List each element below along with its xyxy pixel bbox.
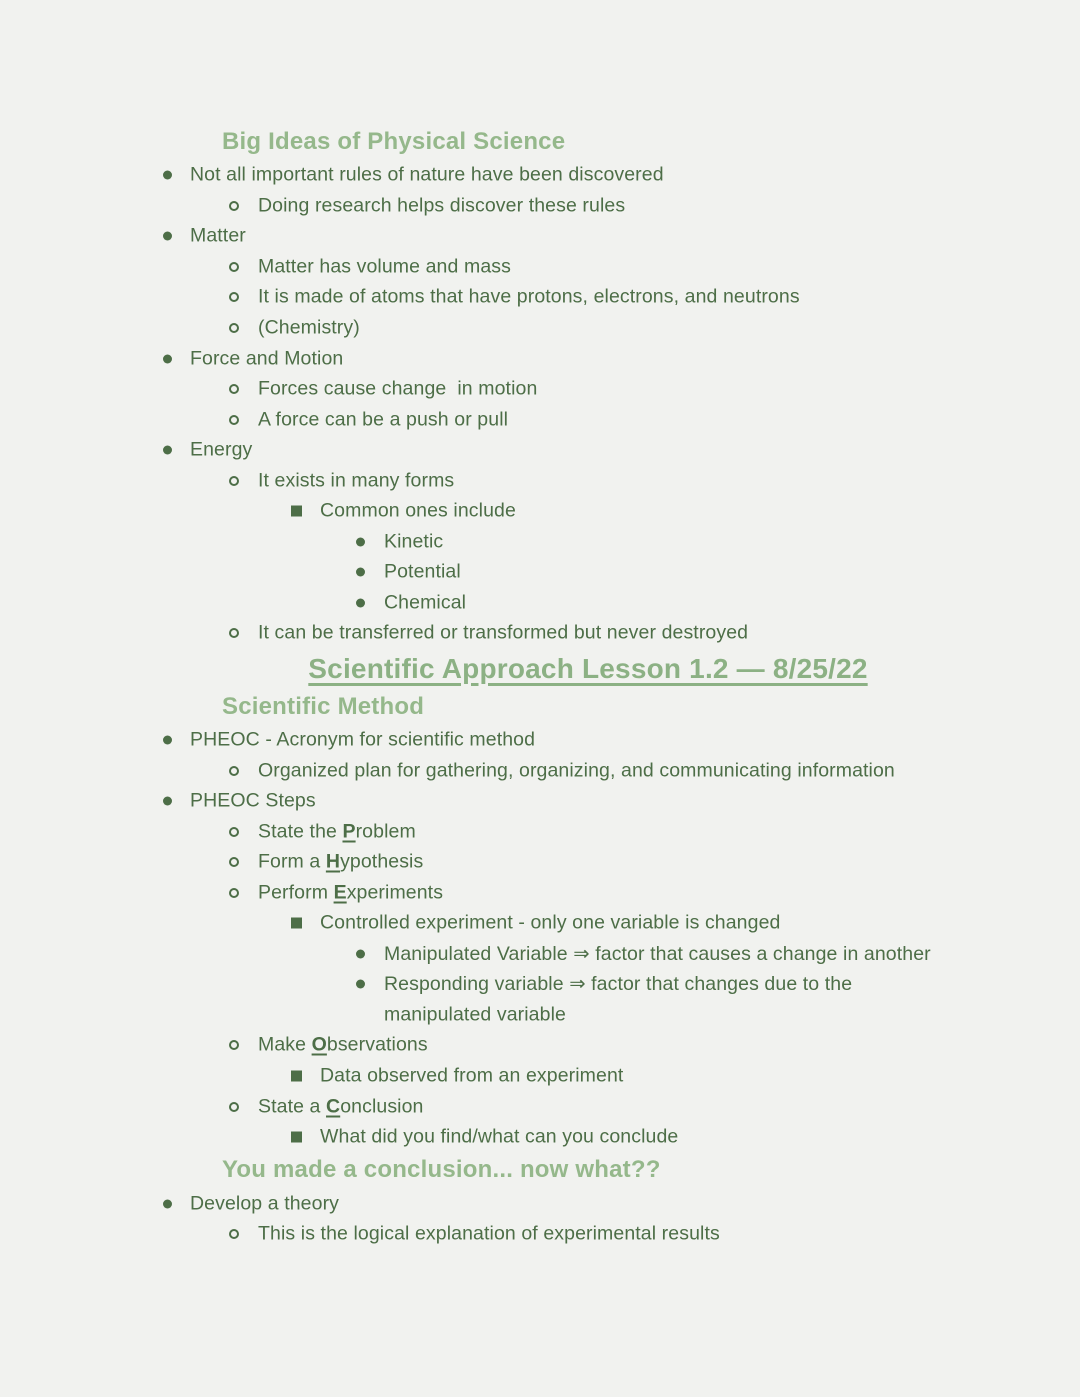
bullet-square-icon [291, 918, 302, 929]
bullet-square-icon [291, 1071, 302, 1082]
bullet-disc-icon [163, 354, 172, 363]
list-item-text: Organized plan for gathering, organizing, and communicating information [258, 759, 895, 782]
bullet-circle-icon [229, 1229, 239, 1239]
list-item [0, 588, 1080, 619]
list-item [0, 252, 1080, 283]
bullet-disc-icon [163, 1199, 172, 1208]
list-item-continuation [0, 1000, 1080, 1031]
list-item-text: (Chemistry) [258, 316, 360, 339]
list-item-text: Matter has volume and mass [258, 255, 511, 278]
list-item [0, 725, 1080, 756]
underlined-letter: E [333, 881, 347, 904]
list-item-text: Data observed from an experiment [320, 1064, 624, 1087]
list-item [0, 969, 1080, 1000]
list-item-text-suffix: xperiments [346, 881, 444, 904]
list-item [0, 908, 1080, 939]
list-item [0, 1122, 1080, 1153]
bullet-circle-icon [229, 415, 239, 425]
underlined-letter: C [326, 1095, 341, 1118]
bullet-circle-icon [229, 857, 239, 867]
bullet-circle-icon [229, 766, 239, 776]
bullet-circle-icon [229, 262, 239, 272]
list-item [0, 343, 1080, 374]
list-item-text: This is the logical explanation of experimental results [258, 1222, 720, 1245]
list-item [0, 939, 1080, 970]
list-item [0, 404, 1080, 435]
list-item-text [258, 881, 443, 904]
list-item-text-prefix: Make [258, 1033, 312, 1056]
list-item-text: PHEOC - Acronym for scientific method [190, 728, 536, 751]
list-item [0, 282, 1080, 313]
list-item [0, 618, 1080, 649]
list-item-text: It exists in many forms [258, 469, 455, 492]
section-heading-big-ideas [0, 124, 1080, 160]
list-item-text: Matter [190, 224, 246, 247]
list-item [0, 1030, 1080, 1061]
list-item [0, 1219, 1080, 1250]
list-item-text-prefix: State a [258, 1095, 327, 1118]
list-item-text: Controlled experiment - only one variable is changed [320, 911, 781, 934]
list-item-text: Not all important rules of nature have been discovered [190, 163, 664, 186]
bullet-disc-icon [356, 598, 365, 607]
bullet-disc-icon [163, 232, 172, 241]
list-item-text-prefix: State the [258, 820, 343, 843]
bullet-circle-icon [229, 201, 239, 211]
bullet-disc-icon [163, 446, 172, 455]
list-item-text: What did you find/what can you conclude [320, 1125, 679, 1148]
list-item-text: Responding variable ⇒ factor that changes due to the [384, 973, 853, 996]
bullet-disc-icon [163, 171, 172, 180]
list-item [0, 786, 1080, 817]
list-item-text: Manipulated Variable ⇒ factor that causes a change in another [384, 942, 931, 965]
bullet-circle-icon [229, 888, 239, 898]
bullet-circle-icon [229, 1102, 239, 1112]
bullet-circle-icon [229, 292, 239, 302]
list-item [0, 496, 1080, 527]
section-heading-conclusion-prompt [0, 1152, 1080, 1188]
bullet-square-icon [291, 1132, 302, 1143]
list-item [0, 847, 1080, 878]
list-item-text-suffix: roblem [355, 820, 416, 843]
list-item-text: PHEOC Steps [190, 789, 316, 812]
bullet-disc-icon [163, 736, 172, 745]
lesson-title-text: Scientific Approach Lesson 1.2 — 8/25/22 [308, 652, 868, 684]
list-item [0, 313, 1080, 344]
section-heading-text: You made a conclusion... now what?? [222, 1156, 661, 1184]
section-heading-text: Big Ideas of Physical Science [222, 128, 566, 155]
bullet-disc-icon [163, 797, 172, 806]
list-item-text: Forces cause change in motion [258, 377, 538, 400]
list-item-text: Kinetic [384, 530, 444, 553]
underlined-letter: P [342, 820, 356, 843]
list-item [0, 221, 1080, 252]
list-item [0, 465, 1080, 496]
list-item-text: Energy [190, 438, 253, 461]
underlined-letter: H [325, 850, 341, 873]
section-heading-text: Scientific Method [222, 692, 425, 720]
list-item-text: It can be transferred or transformed but never destroyed [258, 621, 749, 644]
list-item-text: Potential [384, 560, 461, 583]
list-item-text [258, 1034, 428, 1057]
bullet-circle-icon [229, 476, 239, 486]
bullet-circle-icon [229, 827, 239, 837]
list-item [0, 1091, 1080, 1122]
bullet-disc-icon [356, 568, 365, 577]
list-item-text-prefix: Perform [258, 881, 334, 904]
list-item [0, 877, 1080, 908]
lesson-title [0, 649, 1080, 689]
bullet-circle-icon [229, 628, 239, 638]
list-item [0, 755, 1080, 786]
top-margin [0, 0, 1080, 124]
list-item-text: Doing research helps discover these rules [258, 194, 626, 217]
list-item [0, 557, 1080, 588]
list-item-text [258, 820, 416, 843]
list-item-text: Force and Motion [190, 347, 344, 370]
list-item [0, 374, 1080, 405]
list-item [0, 816, 1080, 847]
list-item-text-suffix: onclusion [340, 1095, 424, 1118]
list-item [0, 527, 1080, 558]
list-item [0, 1061, 1080, 1092]
list-item-text [258, 851, 423, 874]
list-item-text-suffix: bservations [326, 1033, 428, 1056]
list-item-text: Common ones include [320, 499, 516, 522]
list-item-text: Develop a theory [190, 1192, 340, 1215]
bullet-disc-icon [356, 949, 365, 958]
list-item-text: It is made of atoms that have protons, electrons, and neutrons [258, 285, 800, 308]
underlined-letter: O [311, 1033, 327, 1056]
bullet-circle-icon [229, 384, 239, 394]
bullet-circle-icon [229, 1040, 239, 1050]
list-item-text [258, 1095, 424, 1118]
section-heading-scientific-method [0, 689, 1080, 725]
list-item-text: Chemical [384, 591, 467, 614]
list-item [0, 191, 1080, 222]
list-item-text-prefix: Form a [258, 850, 326, 873]
bullet-disc-icon [356, 537, 365, 546]
list-item [0, 1188, 1080, 1219]
list-item-text-suffix: ypothesis [340, 850, 424, 873]
list-item [0, 435, 1080, 466]
bullet-disc-icon [356, 980, 365, 989]
list-item [0, 160, 1080, 191]
list-item-text: A force can be a push or pull [258, 408, 509, 431]
list-item-text: manipulated variable [384, 1003, 566, 1026]
bullet-square-icon [291, 506, 302, 517]
bullet-circle-icon [229, 323, 239, 333]
